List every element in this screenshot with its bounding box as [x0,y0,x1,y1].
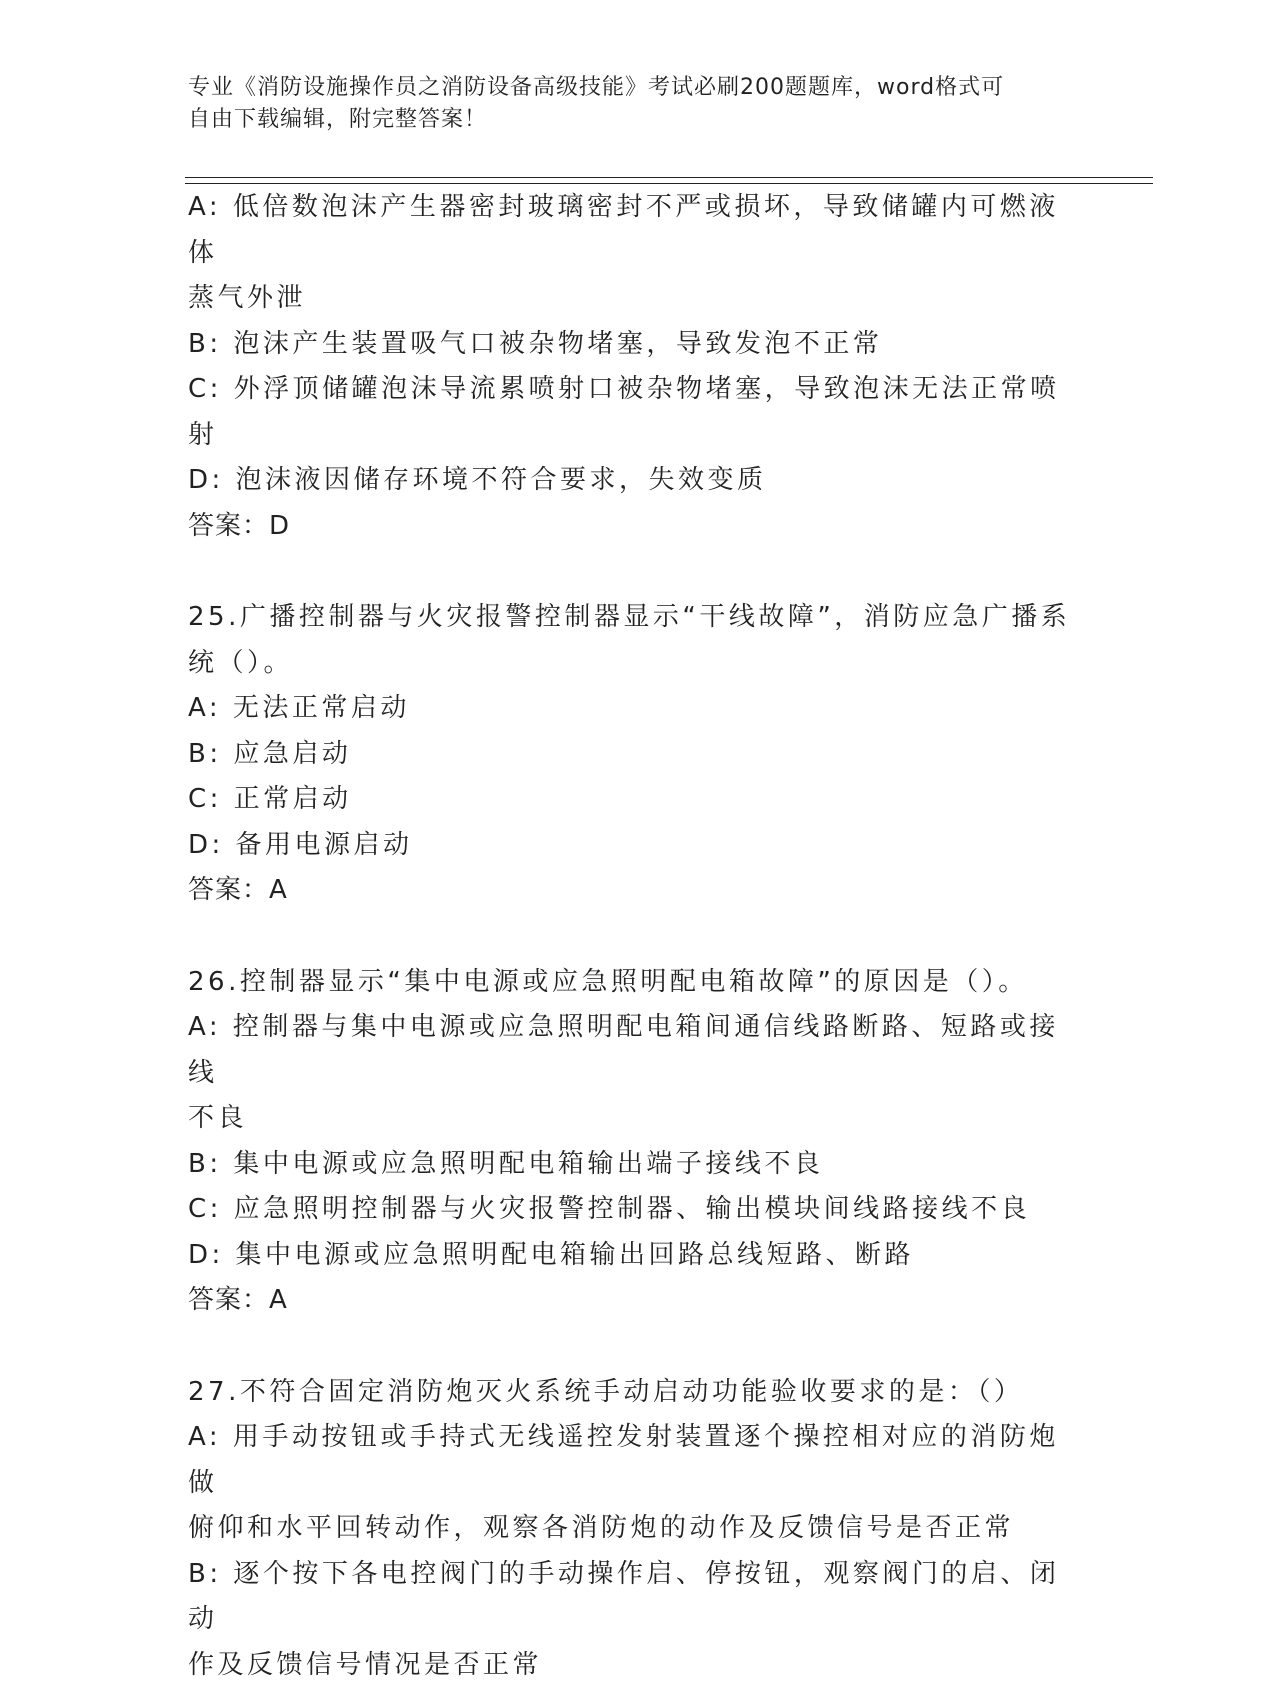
option-d: D: 集中电源或应急照明配电箱输出回路总线短路、断路 [188,1233,1088,1279]
option-d: D: 泡沫液因储存环境不符合要求，失效变质 [188,458,1088,504]
option-a-continued: 蒸气外泄 [188,276,1088,322]
question-list [188,185,1088,1688]
option-b: B: 泡沫产生装置吸气口被杂物堵塞，导致发泡不正常 [188,322,1088,368]
spacer [188,549,1088,595]
question-27 [188,1370,1088,1688]
header-line-2: 自由下载编辑，附完整答案！ [188,104,1068,136]
answer: 答案：D [188,504,1088,550]
option-c: C: 外浮顶储罐泡沫导流累喷射口被杂物堵塞，导致泡沫无法正常喷射 [188,367,1088,458]
option-b-continued: 作及反馈信号情况是否正常 [188,1643,1088,1688]
option-c: C: 应急照明控制器与火灾报警控制器、输出模块间线路接线不良 [188,1187,1088,1233]
spacer [188,1324,1088,1370]
spacer [188,914,1088,960]
question-stem: 26.控制器显示“集中电源或应急照明配电箱故障”的原因是（）。 [188,960,1088,1006]
option-a-continued: 俯仰和水平回转动作，观察各消防炮的动作及反馈信号是否正常 [188,1506,1088,1552]
option-b: B: 逐个按下各电控阀门的手动操作启、停按钮，观察阀门的启、闭动 [188,1552,1088,1643]
option-b: B: 应急启动 [188,732,1088,778]
question-24-tail [188,185,1088,549]
question-25 [188,595,1088,914]
option-a: A: 用手动按钮或手持式无线遥控发射装置逐个操控相对应的消防炮做 [188,1415,1088,1506]
header-line-1: 专业《消防设施操作员之消防设备高级技能》考试必刷200题题库，word格式可 [188,72,1068,104]
question-stem: 25.广播控制器与火灾报警控制器显示“干线故障”，消防应急广播系 [188,595,1088,641]
question-stem-continued: 统（）。 [188,641,1088,687]
option-a: A: 无法正常启动 [188,686,1088,732]
option-b: B: 集中电源或应急照明配电箱输出端子接线不良 [188,1142,1088,1188]
answer: 答案：A [188,1278,1088,1324]
question-stem: 27.不符合固定消防炮灭火系统手动启动功能验收要求的是：（） [188,1370,1088,1416]
header-divider [185,177,1153,184]
option-a: A: 低倍数泡沫产生器密封玻璃密封不严或损坏，导致储罐内可燃液体 [188,185,1088,276]
option-d: D: 备用电源启动 [188,823,1088,869]
question-26 [188,960,1088,1324]
option-a-continued: 不良 [188,1096,1088,1142]
document-header [188,72,1068,136]
answer: 答案：A [188,868,1088,914]
option-a: A: 控制器与集中电源或应急照明配电箱间通信线路断路、短路或接线 [188,1005,1088,1096]
option-c: C: 正常启动 [188,777,1088,823]
